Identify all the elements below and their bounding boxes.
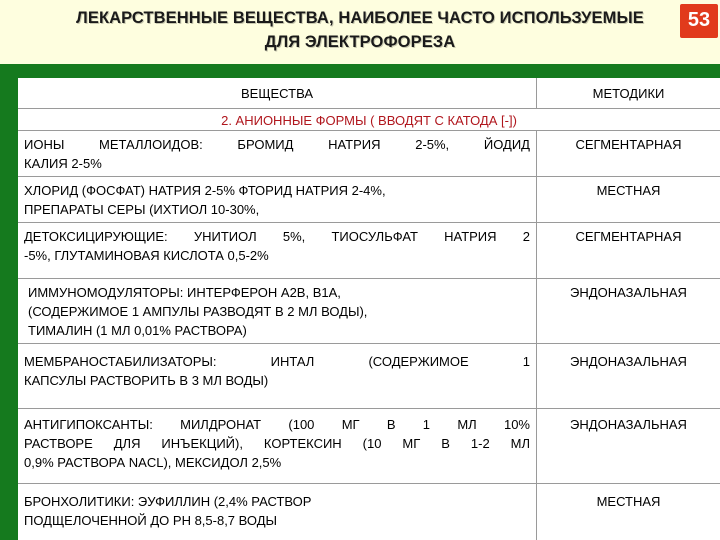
substance-line: ДЕТОКСИЦИРУЮЩИЕ: УНИТИОЛ 5%, ТИОСУЛЬФАТ НАТРИЯ 2 [24, 229, 530, 244]
substance-line: ПРЕПАРАТЫ СЕРЫ (ИХТИОЛ 10-30%, [24, 202, 260, 217]
method-cell: СЕГМЕНТАРНАЯ [536, 223, 720, 278]
substance-line: КАЛИЯ 2-5% [24, 156, 102, 171]
substance-cell [18, 344, 536, 408]
substance-line: ХЛОРИД (ФОСФАТ) НАТРИЯ 2-5% ФТОРИД НАТРИЯ 2-4%, [24, 183, 386, 198]
title-line-1: ЛЕКАРСТВЕННЫЕ ВЕЩЕСТВА, НАИБОЛЕЕ ЧАСТО ИСПОЛЬЗУЕМЫЕ [76, 9, 644, 27]
substance-line: КАПСУЛЫ РАСТВОРИТЬ В 3 МЛ ВОДЫ) [24, 373, 269, 388]
method-cell: ЭНДОНАЗАЛЬНАЯ [536, 344, 720, 408]
method-cell: ЭНДОНАЗАЛЬНАЯ [536, 409, 720, 483]
header-substances: ВЕЩЕСТВА [240, 86, 313, 101]
method-cell: СЕГМЕНТАРНАЯ [536, 131, 720, 176]
section-title: 2. АНИОННЫЕ ФОРМЫ ( ВВОДЯТ С КАТОДА [-]) [221, 113, 517, 128]
title-line-2: ДЛЯ ЭЛЕКТРОФОРЕЗА [264, 33, 456, 51]
substance-line: ИОНЫ МЕТАЛЛОИДОВ: БРОМИД НАТРИЯ 2-5%, ЙОДИД [24, 137, 530, 152]
drugs-table [18, 78, 720, 540]
substance-line: ИММУНОМОДУЛЯТОРЫ: ИНТЕРФЕРОН А2В, В1А, [28, 285, 341, 300]
page-number-badge: 53 [680, 4, 718, 38]
substance-cell [18, 484, 536, 540]
substance-cell [18, 223, 536, 278]
substance-cell [18, 409, 536, 483]
section-row [18, 108, 720, 130]
table-row [18, 483, 720, 540]
table-row [18, 278, 720, 343]
table-row [18, 130, 720, 176]
substance-line: РАСТВОРЕ ДЛЯ ИНЪЕКЦИЙ), КОРТЕКСИН (10 МГ В 1-2 МЛ [24, 436, 530, 451]
table-row [18, 343, 720, 408]
method-cell: МЕСТНАЯ [536, 177, 720, 222]
substance-line: 0,9% РАСТВОРА NACL), МЕКСИДОЛ 2,5% [24, 455, 282, 470]
table-row [18, 222, 720, 278]
substance-line: БРОНХОЛИТИКИ: ЭУФИЛЛИН (2,4% РАСТВОР [24, 494, 312, 509]
slide-header [0, 0, 720, 64]
substance-line: -5%, ГЛУТАМИНОВАЯ КИСЛОТА 0,5-2% [24, 248, 269, 263]
header-methods: МЕТОДИКИ [536, 78, 720, 108]
method-cell: ЭНДОНАЗАЛЬНАЯ [536, 279, 720, 343]
substance-line: МЕМБРАНОСТАБИЛИЗАТОРЫ: ИНТАЛ (СОДЕРЖИМОЕ 1 [24, 354, 530, 369]
substance-cell [18, 131, 536, 176]
substance-cell [18, 177, 536, 222]
slide-title [0, 6, 720, 54]
substance-line: АНТИГИПОКСАНТЫ: МИЛДРОНАТ (100 МГ В 1 МЛ 10% [24, 417, 530, 432]
table-row [18, 408, 720, 483]
substance-cell [18, 279, 536, 343]
substance-line: ТИМАЛИН (1 МЛ 0,01% РАСТВОРА) [28, 323, 247, 338]
method-cell: МЕСТНАЯ [536, 484, 720, 540]
table-row [18, 176, 720, 222]
table-header-row [18, 78, 720, 108]
substance-line: (СОДЕРЖИМОЕ 1 АМПУЛЫ РАЗВОДЯТ В 2 МЛ ВОДЫ), [28, 304, 368, 319]
substance-line: ПОДЩЕЛОЧЕННОЙ ДО РН 8,5-8,7 ВОДЫ [24, 513, 278, 528]
